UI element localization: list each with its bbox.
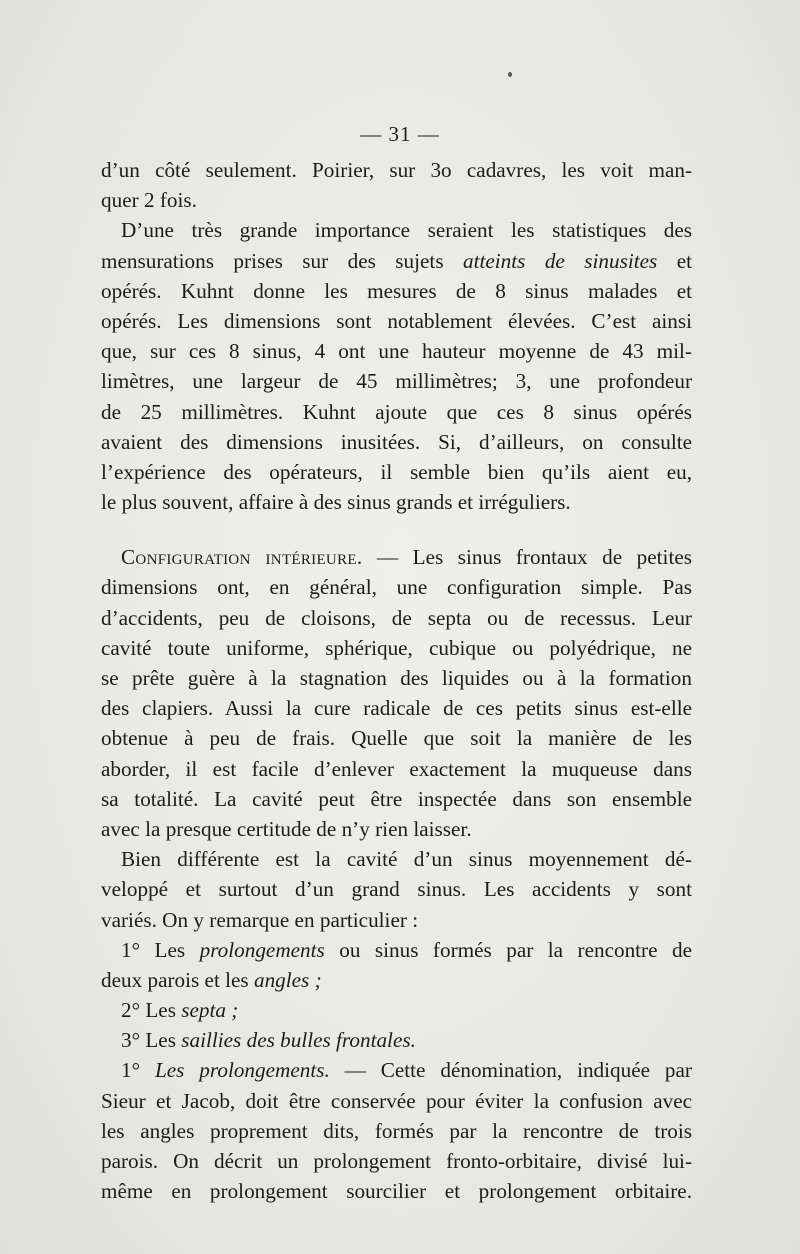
text-line: parois. On décrit un prolongement fronto-orbitaire, divisé lui- — [101, 1149, 692, 1173]
text-span: deux parois et les — [101, 967, 254, 992]
text-line: Sieur et Jacob, doit être conservée pour éviter la confusion avec — [101, 1088, 692, 1113]
page-number: — 31 — — [360, 122, 440, 146]
section-heading: Configuration intérieure. — [121, 545, 363, 570]
list-item — [101, 995, 692, 1025]
list-item — [101, 1025, 692, 1055]
text-line: sa totalité. La cavité peut être inspectée dans son ensemble — [101, 786, 692, 811]
ink-speck — [508, 72, 512, 77]
italic-text: prolongements — [199, 937, 325, 962]
body-text — [101, 155, 692, 1206]
text-span: — Cette dénomination, indiquée par — [329, 1058, 692, 1083]
text-line: le plus souvent, affaire à des sinus grands et irréguliers. — [101, 490, 571, 515]
text-span: 1° Les — [121, 937, 200, 962]
text-line: de 25 millimètres. Kuhnt ajoute que ces 8 sinus opérés — [101, 399, 692, 424]
italic-text: septa ; — [181, 998, 239, 1023]
text-line: avaient des dimensions inusitées. Si, d’ailleurs, on consulte — [101, 429, 692, 454]
text-line: d’accidents, peu de cloisons, de septa ou de recessus. Leur — [101, 605, 692, 630]
text-line: opérés. Kuhnt donne les mesures de 8 sinus malades et — [101, 278, 692, 303]
text-line: les angles proprement dits, formés par la rencontre de trois — [101, 1118, 692, 1143]
text-line: variés. On y remarque en particulier : — [101, 907, 419, 932]
text-line: l’expérience des opérateurs, il semble bien qu’ils aient eu, — [101, 459, 692, 484]
section-heading-line — [101, 542, 692, 572]
text-span: et — [657, 248, 692, 273]
text-line: avec la presque certitude de n’y rien laisser. — [101, 816, 472, 841]
subsection-heading-line — [101, 1055, 692, 1085]
text-line: des clapiers. Aussi la cure radicale de ces petits sinus est-elle — [101, 696, 692, 721]
text-span: mensurations prises sur des sujets — [101, 248, 464, 273]
text-span: — Les sinus frontaux de petites — [362, 545, 692, 570]
text-line: se prête guère à la stagnation des liquides ou à la formation — [101, 666, 692, 690]
text-line: veloppé et surtout d’un grand sinus. Les accidents y sont — [101, 877, 692, 902]
text-span: 1° — [121, 1058, 155, 1083]
text-line: aborder, il est facile d’enlever exactement la muqueuse dans — [101, 756, 692, 781]
italic-text: saillies des bulles frontales. — [181, 1028, 416, 1053]
text-span: 3° Les — [121, 1028, 182, 1053]
text-line: opérés. Les dimensions sont notablement élevées. C’est ainsi — [101, 308, 692, 333]
text-line — [101, 246, 692, 276]
text-line: même en prolongement sourcilier et prolongement orbitaire. — [101, 1179, 692, 1204]
subsection-heading: Les prolongements. — [154, 1058, 330, 1083]
paragraph-first-line: Bien différente est la cavité d’un sinus moyennement dé- — [121, 847, 692, 872]
text-line: obtenue à peu de frais. Quelle que soit la manière de les — [101, 726, 692, 751]
text-line — [101, 965, 692, 995]
text-span: 2° Les — [121, 998, 182, 1023]
italic-text: atteints de sinusites — [463, 248, 658, 273]
paragraph-first-line: D’une très grande importance seraient les statistiques des — [121, 218, 692, 243]
text-line: cavité toute uniforme, sphérique, cubique ou polyédrique, ne — [101, 635, 692, 660]
text-line: quer 2 fois. — [101, 188, 197, 213]
list-item — [101, 935, 692, 965]
text-line: limètres, une largeur de 45 millimètres; 3, une profondeur — [101, 369, 692, 394]
section-gap — [101, 517, 692, 542]
text-line: que, sur ces 8 sinus, 4 ont une hauteur moyenne de 43 mil- — [101, 339, 692, 364]
italic-text: angles ; — [253, 967, 322, 992]
text-span: ou sinus formés par la rencontre de — [324, 937, 692, 962]
text-line: dimensions ont, en général, une configuration simple. Pas — [101, 575, 692, 600]
text-line: d’un côté seulement. Poirier, sur 3o cadavres, les voit man- — [101, 158, 692, 182]
